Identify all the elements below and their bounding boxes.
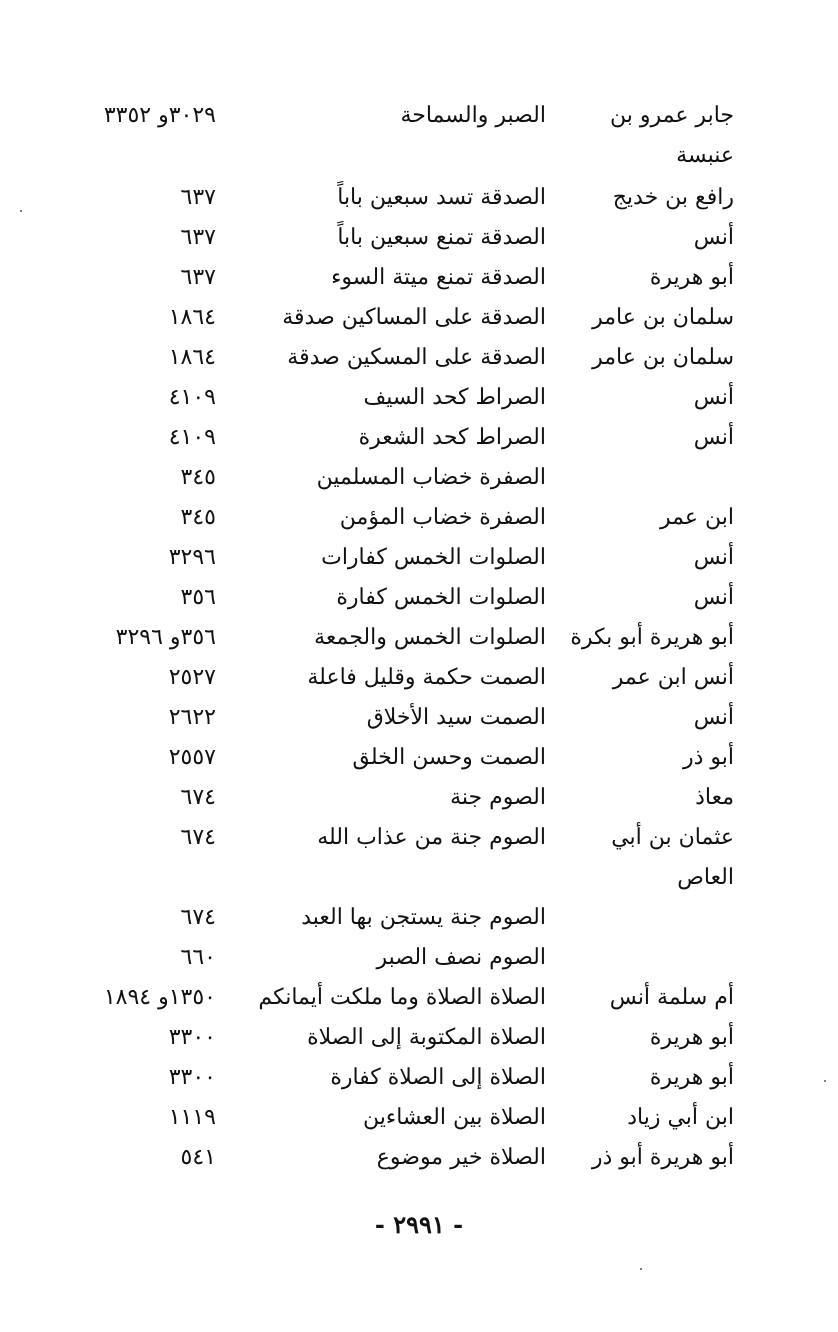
entry-text: الصلوات الخمس والجمعة [314,625,546,650]
entry-number: ٣٢٩٦ [168,545,216,570]
entry-text: الصوم جنة [450,785,546,810]
entry-narrator: أبو هريرة أبو ذر [591,1145,734,1170]
entry-narrator: أبو هريرة أبو بكرة [570,625,734,650]
page-number: - ٢٩٩١ - [374,1210,464,1239]
entry-number: ٦٣٧ [180,185,216,210]
entry-number: ٣٥٦و ٣٢٩٦ [115,625,216,650]
entry-number: ٦٧٤ [180,825,216,850]
list-item [0,902,838,942]
list-item [0,1142,838,1182]
scan-speck [824,1080,826,1082]
entry-number: ٤١٠٩ [168,425,216,450]
list-item [0,1022,838,1062]
list-item [0,822,838,862]
list-item [0,862,838,902]
entry-number: ٣٤٥ [180,465,216,490]
entry-narrator: العاص [677,865,734,890]
entry-narrator: أم سلمة أنس [609,985,734,1010]
entry-narrator: أنس ابن عمر [612,665,734,690]
entry-number: ٣٤٥ [180,505,216,530]
entry-text: الصدقة تسد سبعين باباً [337,185,546,210]
entry-number: ١٨٦٤ [168,305,216,330]
scan-speck [640,1268,642,1270]
entry-narrator: سلمان بن عامر [592,305,734,330]
entry-number: ١٨٦٤ [168,345,216,370]
list-item [0,342,838,382]
entry-text: الصلاة بين العشاءين [362,1105,546,1130]
list-item [0,582,838,622]
entry-text: الصلاة المكتوبة إلى الصلاة [307,1025,546,1050]
list-item [0,782,838,822]
list-item [0,182,838,222]
entry-text: الصفرة خضاب المسلمين [316,465,546,490]
entry-number: ٤١٠٩ [168,385,216,410]
entry-text: الصوم جنة من عذاب الله [317,825,546,850]
entry-narrator: ابن أبي زياد [627,1105,734,1130]
entry-number: ٣٠٢٩و ٣٣٥٢ [103,103,216,128]
entry-text: الصمت وحسن الخلق [352,745,546,770]
entry-text: الصراط كحد السيف [363,385,546,410]
entry-narrator: أنس [693,425,734,450]
entry-text: الصوم جنة يستجن بها العبد [301,905,546,930]
list-item [0,222,838,262]
list-item [0,1062,838,1102]
entry-text: الصلاة الصلاة وما ملكت أيمانكم [258,985,546,1010]
list-item [0,702,838,742]
entry-text: الصدقة تمنع ميتة السوء [331,265,546,290]
list-item [0,622,838,662]
list-item [0,502,838,542]
entry-narrator: عثمان بن أبي [611,825,734,850]
list-item [0,942,838,982]
entry-text: الصلاة إلى الصلاة كفارة [330,1065,546,1090]
entry-number: ٣٥٦ [180,585,216,610]
entry-narrator: أنس [693,385,734,410]
entry-text: الصفرة خضاب المؤمن [339,505,546,530]
list-item [0,462,838,502]
entry-number: ١١١٩ [168,1105,216,1130]
list-item [0,982,838,1022]
entry-narrator: أنس [693,705,734,730]
list-item [0,140,838,180]
entry-narrator: أبو هريرة [649,265,734,290]
entry-narrator: ابن عمر [660,505,734,530]
entry-number: ٣٣٠٠ [168,1025,216,1050]
entry-number: ٦٧٤ [180,785,216,810]
entry-narrator: أنس [693,545,734,570]
entry-narrator: أنس [693,585,734,610]
list-item [0,100,838,140]
entry-number: ٢٥٢٧ [168,665,216,690]
entry-number: ٢٦٢٢ [168,705,216,730]
entry-number: ٥٤١ [180,1145,216,1170]
entry-text: الصدقة تمنع سبعين باباً [337,225,546,250]
list-item [0,742,838,782]
entry-narrator: سلمان بن عامر [592,345,734,370]
entry-number: ٦٣٧ [180,225,216,250]
entry-narrator: رافع بن خديج [612,185,734,210]
entry-number: ٣٣٠٠ [168,1065,216,1090]
entry-text: الصوم نصف الصبر [376,945,546,970]
entry-number: ٦٣٧ [180,265,216,290]
entry-narrator: أبو هريرة [649,1065,734,1090]
entry-text: الصمت حكمة وقليل فاعلة [307,665,546,690]
list-item [0,662,838,702]
entry-number: ٦٦٠ [180,945,216,970]
entry-text: الصدقة على المساكين صدقة [282,305,546,330]
list-item [0,1102,838,1142]
entry-text: الصراط كحد الشعرة [358,425,546,450]
entry-text: الصلوات الخمس كفارة [336,585,546,610]
entry-text: الصلاة خير موضوع [376,1145,546,1170]
entry-text: الصلوات الخمس كفارات [321,545,546,570]
list-item [0,422,838,462]
list-item [0,262,838,302]
entry-text: الصبر والسماحة [400,103,546,128]
entry-text: الصدقة على المسكين صدقة [287,345,546,370]
entry-number: ٢٥٥٧ [168,745,216,770]
entry-narrator: أبو هريرة [649,1025,734,1050]
entry-narrator: جابر عمرو بن [609,103,734,128]
entry-number: ٦٧٤ [180,905,216,930]
entry-text: الصمت سيد الأخلاق [366,705,546,730]
scan-speck [20,210,22,212]
entry-narrator: أبو ذر [682,745,734,770]
entry-number: ١٣٥٠و ١٨٩٤ [103,985,216,1010]
list-item [0,302,838,342]
entry-narrator: أنس [693,225,734,250]
list-item [0,382,838,422]
entry-narrator: عنبسة [676,143,734,168]
list-item [0,542,838,582]
entry-narrator: معاذ [695,785,734,810]
